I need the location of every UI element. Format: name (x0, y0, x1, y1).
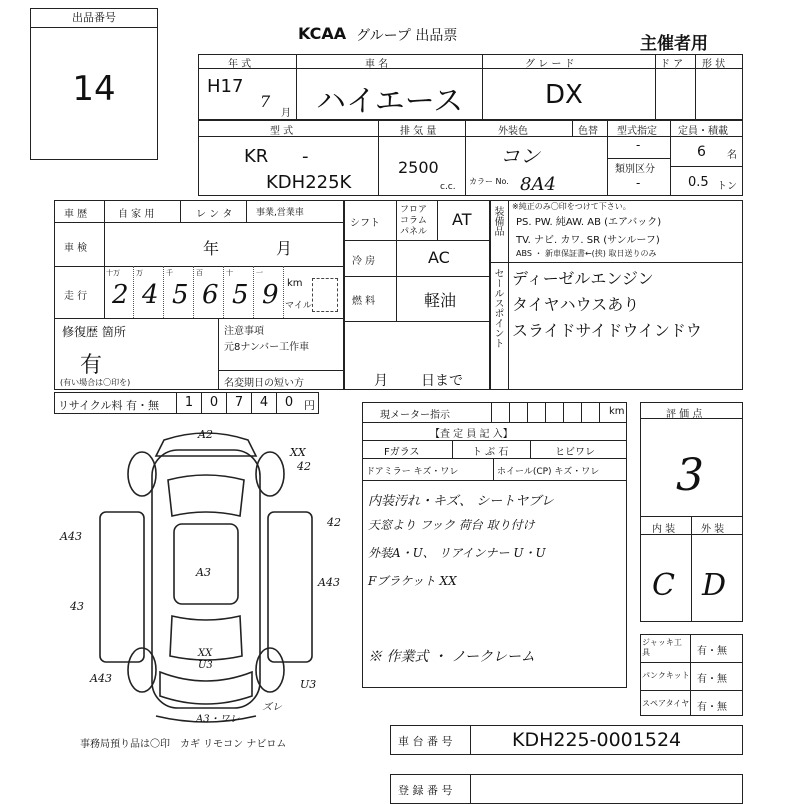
mileage-digit-label: 百 (196, 269, 203, 277)
shaken-month: 月 (276, 239, 293, 258)
nenshiki-label: 年 式 (228, 59, 252, 70)
mile-check-box[interactable] (312, 278, 338, 312)
header-title: グループ 出品票 (356, 28, 458, 44)
type-cert-label: 型式指定 (617, 126, 657, 137)
mileage-digit-value: 4 (142, 280, 159, 310)
tool-spare-value: 有・無 (697, 702, 727, 713)
sale-point-label: セールスポイント (492, 268, 503, 348)
exterior-value: D (702, 568, 727, 603)
history-opt1: 自 家 用 (118, 209, 155, 220)
inspector-note-4: Fブラケット XX (368, 574, 457, 588)
shaken-label: 車 検 (64, 243, 88, 254)
mileage-digit-cell (224, 266, 254, 318)
repair-label: 修復歴 箇所 (62, 325, 126, 339)
mileage-digit-cell (164, 266, 194, 318)
organizer-label: 主催者用 (640, 34, 708, 54)
shift-opt-floor: フロア (400, 205, 428, 215)
shape-label: 形 状 (702, 59, 726, 70)
inspector-col-crack: ヒビワレ (555, 447, 595, 458)
model-dash: - (302, 146, 309, 167)
model-code: KDH225K (266, 172, 352, 193)
recycle-digit: 0 (201, 392, 226, 414)
mileage-digit-value: 5 (232, 280, 249, 310)
category-label: 類別区分 (615, 164, 655, 175)
inspector-note-2: 天窓より フック 荷台 取り付け (368, 518, 535, 532)
mileage-digit-cell (254, 266, 284, 318)
mileage-digit-value: 6 (202, 280, 219, 310)
load-value: 0.5 (688, 175, 709, 190)
repair-value: 有 (80, 353, 103, 378)
mileage-digit-cell (134, 266, 164, 318)
shift-value: AT (452, 210, 472, 229)
mileage-digit-cell (104, 266, 134, 318)
inspector-note-3: 外装A・U、 リアインナー U・U (368, 546, 546, 560)
category-value: - (636, 176, 641, 190)
equipment-line2: TV. ナビ. カワ. SR (サンルーフ) (516, 235, 660, 246)
type-cert-value: - (636, 138, 641, 152)
interior-value: C (652, 568, 675, 603)
model-label: 型 式 (270, 126, 294, 137)
score-value: 3 (676, 450, 704, 501)
model-prefix: KR (244, 146, 269, 167)
name-change-label: 名変期日の短い方 (224, 378, 304, 389)
sale-point-item-3: スライドサイドウインドウ (512, 321, 702, 340)
mileage-digit-cell (194, 266, 224, 318)
chassis-label: 車 台 番 号 (398, 735, 453, 748)
caution-label: 注意事項 (224, 326, 264, 337)
mile-label: マイル (285, 301, 312, 311)
inspector-note-1: 内装汚れ・キズ、 シートヤブレ (368, 494, 554, 509)
fuel-label: 燃 料 (352, 296, 376, 307)
shaken-year: 年 (203, 239, 220, 258)
chassis-value: KDH225-0001524 (512, 729, 682, 751)
history-opt3: 事業,営業車 (256, 208, 304, 218)
inspector-note-5: ※ 作業式 ・ ノークレーム (368, 649, 535, 665)
mileage-digit-label: 千 (166, 269, 173, 277)
grade-value: DX (545, 80, 583, 110)
inspector-header: 【査 定 員 記 入】 (430, 429, 513, 440)
lot-number-box (30, 8, 158, 160)
shift-opt-column: コラム (400, 216, 427, 226)
diagram-mark-a3-crack: A3・ワレ (196, 714, 240, 725)
car-name-value: ハイエース (316, 84, 464, 119)
repair-note: (有い場合は〇印を) (60, 378, 131, 387)
diagram-mark-shift: ズレ (262, 702, 282, 713)
diagram-mark-42-top: 42 (297, 460, 311, 473)
meter-unit: km (609, 406, 625, 417)
era-value: H17 (207, 76, 244, 97)
inspector-col-stone: ト ぶ 石 (472, 447, 509, 458)
tool-kit-value: 有・無 (697, 674, 727, 685)
recycle-digit: 7 (226, 392, 251, 414)
km-label: km (287, 278, 303, 289)
mileage-digit-label: 万 (136, 269, 143, 277)
tool-jack-value: 有・無 (697, 646, 727, 657)
lot-label: 出品番号 (31, 9, 157, 28)
score-label: 評 価 点 (666, 409, 703, 420)
capacity-label: 定員・積載 (678, 126, 728, 137)
tool-spare-label: スペアタイヤ (642, 699, 690, 708)
meter-label: 現メーター指示 (380, 410, 450, 421)
office-note: 事務局預り品は〇印 カギ リモコン ナビロム (80, 739, 287, 750)
recycle-digit: 1 (176, 392, 201, 414)
interior-label: 内 装 (652, 524, 676, 535)
name-change-month: 月 (374, 373, 388, 389)
color-change-label: 色替 (578, 126, 598, 137)
history-label: 車 歴 (64, 209, 88, 220)
mileage-digit-value: 5 (172, 280, 189, 310)
ac-value: AC (428, 248, 450, 267)
recycle-digits (176, 392, 302, 414)
recycle-digit: 0 (276, 392, 301, 414)
diagram-mark-a2: A2 (198, 428, 213, 441)
equipment-note: ※純正のみ〇印をつけて下さい。 (512, 202, 631, 211)
inspector-col-glass: Fガラス (384, 447, 420, 458)
tool-jack-label: ジャッキ工具 (642, 638, 682, 657)
recycle-unit: 円 (304, 399, 315, 412)
displacement-label: 排 気 量 (400, 126, 437, 137)
lot-number: 14 (72, 69, 116, 109)
caution-text: 元8ナンバー工作車 (224, 342, 310, 353)
registration-label: 登 録 番 号 (398, 784, 453, 797)
car-diagram (56, 420, 356, 740)
inspector-mirror: ドアミラー キズ・ワレ (366, 467, 459, 477)
shift-label: シフト (350, 218, 380, 229)
shift-opt-panel: パネル (400, 227, 428, 237)
equipment-label: 装備品 (492, 206, 503, 236)
sale-point-item-1: ディーゼルエンジン (512, 269, 654, 288)
diagram-mark-a43-right: A43 (318, 576, 340, 589)
history-opt2: レ ン タ (196, 209, 233, 220)
exterior-label: 外 装 (701, 524, 725, 535)
diagram-mark-xx-top: XX (290, 446, 306, 459)
ac-label: 冷 房 (352, 256, 376, 267)
door-label: ド ア (660, 59, 684, 70)
name-change-day: 日まで (421, 373, 463, 389)
sale-point-item-2: タイヤハウスあり (512, 295, 640, 314)
mileage-digit-value: 2 (112, 280, 129, 310)
mileage-label: 走 行 (64, 291, 88, 302)
color-no-label: カラー No. (469, 177, 509, 186)
diagram-mark-42-right: 42 (327, 516, 341, 529)
capacity-unit: 名 (727, 150, 737, 161)
ext-color-label: 外装色 (498, 126, 528, 137)
brand-logo: KCAA (298, 24, 347, 43)
displacement-value: 2500 (398, 158, 439, 177)
ext-color-value: コン (500, 144, 540, 168)
fuel-value: 軽油 (424, 291, 457, 310)
equipment-line1: PS. PW. 純AW. AB (エアバック) (516, 217, 662, 228)
color-no-value: 8A4 (520, 174, 556, 195)
mileage-digit-label: 一 (256, 269, 263, 277)
mileage-digits (104, 266, 284, 318)
mileage-digit-label: 十 (226, 269, 233, 277)
capacity-value: 6 (697, 144, 706, 160)
mileage-digit-label: 十万 (106, 269, 120, 277)
name-change-frame (344, 322, 490, 390)
grade-label: グ レ ー ド (525, 59, 575, 70)
diagram-mark-u3-right: U3 (300, 678, 317, 691)
mileage-digit-value: 9 (262, 280, 279, 310)
diagram-mark-43-left: 43 (70, 600, 84, 613)
diagram-mark-a43-rear: A43 (90, 672, 112, 685)
equipment-line3: ABS ・ 新車保証書←(挟) 取日送りのみ (516, 249, 657, 258)
recycle-digit: 4 (251, 392, 276, 414)
diagram-mark-xx-rear: XX (198, 648, 213, 659)
tool-kit-label: パンクキット (642, 671, 690, 680)
inspector-wheel: ホイール(CP) キズ・ワレ (497, 467, 600, 477)
cc-label: c.c. (440, 182, 456, 192)
diagram-mark-a3-center: A3 (196, 566, 211, 579)
load-unit: トン (717, 181, 737, 192)
month-unit: 月 (281, 108, 291, 119)
diagram-mark-u3-rear: U3 (198, 660, 213, 671)
recycle-label: リサイクル料 有・無 (58, 399, 159, 412)
month-value: 7 (260, 92, 271, 111)
car-name-label: 車 名 (365, 59, 389, 70)
diagram-mark-a43-left: A43 (60, 530, 82, 543)
